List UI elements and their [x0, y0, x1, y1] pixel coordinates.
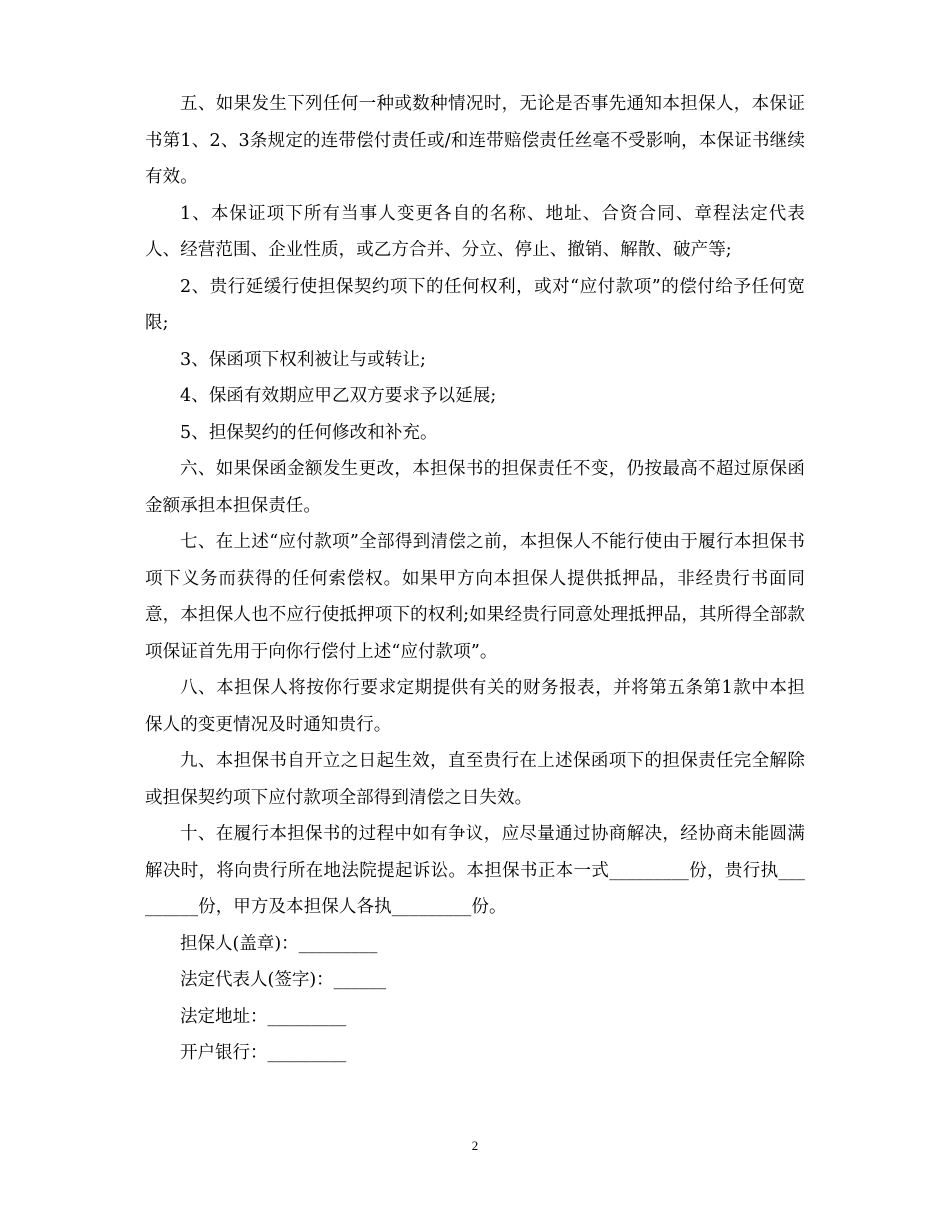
clause-5-item-5: 5、担保契约的任何修改和补充。 — [180, 422, 438, 443]
document-body — [145, 86, 805, 1072]
clause-5-item-4: 4、保函有效期应甲乙双方要求予以延展; — [180, 386, 497, 406]
legal-address-field: 法定地址：_________ — [180, 1006, 347, 1027]
clause-5-item-1: 1、本保证项下所有当事人变更各自的名称、地址、合资合同、章程法定代表人、经营范围、企业性质，或乙方合并、分立、停止、撤销、解散、破产等; — [145, 203, 805, 260]
clause-10: 十、在履行本担保书的过程中如有争议，应尽量通过协商解决，经协商未能圆满解决时，将向贵行所在地法院提起诉讼。本担保书正本一式_________份，贵行执_________份，甲方及本担保人各执_________份。 — [145, 824, 805, 917]
clause-5: 五、如果发生下列任何一种或数种情况时，无论是否事先通知本担保人，本保证书第1、2、3条规定的连带偿付责任或/和连带赔偿责任丝毫不受影响，本保证书继续有效。 — [145, 94, 805, 187]
clause-8: 八、本担保人将按你行要求定期提供有关的财务报表，并将第五条第1款中本担保人的变更情况及时通知贵行。 — [145, 678, 805, 735]
clause-5-item-3: 3、保函项下权利被让与或转让; — [180, 349, 427, 370]
clause-7: 七、在上述“应付款项”全部得到清偿之前，本担保人不能行使由于履行本担保书项下义务而获得的任何索偿权。如果甲方向本担保人提供抵押品，非经贵行书面同意，本担保人也不应行使抵押项下的权利;如果经贵行同意处理抵押品，其所得全部款项保证首先用于向你行偿付上述“应付款项”。 — [145, 532, 805, 662]
clause-6: 六、如果保函金额发生更改，本担保书的担保责任不变，仍按最高不超过原保函金额承担本担保责任。 — [145, 459, 805, 516]
guarantor-seal-field: 担保人(盖章)：_________ — [180, 933, 378, 954]
clause-9: 九、本担保书自开立之日起生效，直至贵行在上述保函项下的担保责任完全解除或担保契约项下应付款项全部得到清偿之日失效。 — [145, 751, 805, 808]
legal-representative-signature-field: 法定代表人(签字)：______ — [180, 970, 387, 990]
page-number: 2 — [471, 1138, 479, 1153]
clause-5-item-2: 2、贵行延缓行使担保契约项下的任何权利，或对“应付款项”的偿付给予任何宽限; — [145, 276, 805, 333]
bank-account-field: 开户银行：_________ — [180, 1043, 347, 1063]
